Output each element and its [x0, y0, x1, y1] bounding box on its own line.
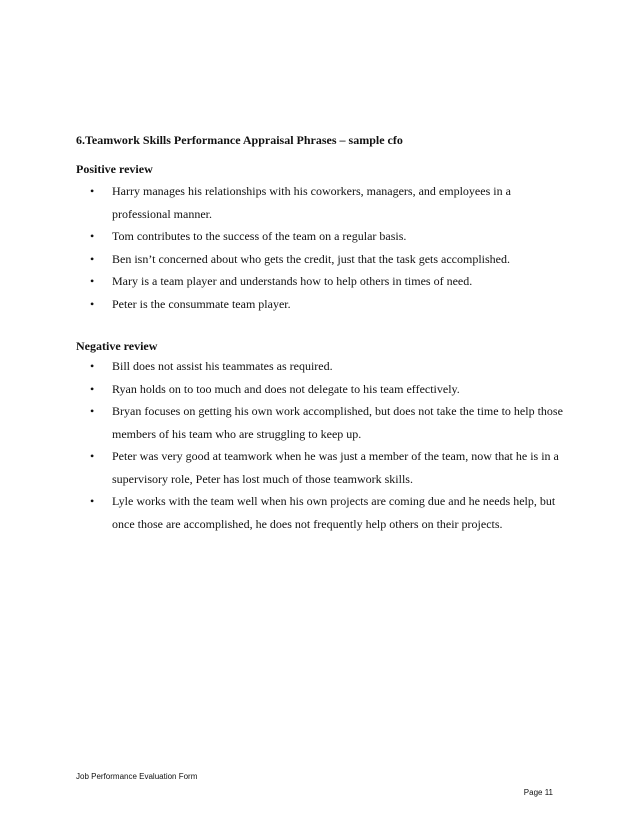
list-item: [76, 400, 566, 445]
list-item: [76, 445, 566, 490]
list-item-text: Bill does not assist his teammates as required.: [112, 359, 333, 373]
footer-form-name: Job Performance Evaluation Form: [76, 772, 198, 781]
negative-review-title: Negative review: [76, 339, 158, 353]
list-item-text: Ryan holds on to too much and does not delegate to his team effectively.: [112, 381, 460, 396]
list-item: [76, 180, 566, 225]
bullet-icon: •: [90, 251, 95, 266]
bullet-icon: •: [90, 449, 95, 463]
positive-review-list: [76, 180, 566, 315]
list-item-text: Harry manages his relationships with his coworkers, managers, and employees in a professional manner.: [112, 184, 511, 221]
negative-review-list: [76, 355, 566, 535]
list-item: [76, 248, 566, 271]
list-item-text: Peter was very good at teamwork when he was just a member of the team, now that he is in a supervisory role, Peter has lost much of those teamwork skills.: [112, 449, 559, 486]
bullet-icon: •: [90, 296, 95, 311]
list-item: [76, 355, 566, 378]
list-item: [76, 270, 566, 293]
list-item-text: Tom contributes to the success of the team on a regular basis.: [112, 229, 407, 243]
list-item-text: Bryan focuses on getting his own work accomplished, but does not take the time to help those members of his team who are struggling to keep up.: [112, 404, 563, 441]
bullet-icon: •: [90, 184, 95, 198]
page-heading: 6.Teamwork Skills Performance Appraisal Phrases – sample cfo: [76, 133, 403, 147]
bullet-icon: •: [90, 274, 95, 288]
list-item: [76, 378, 566, 401]
list-item: [76, 225, 566, 248]
list-item-text: Ben isn’t concerned about who gets the credit, just that the task gets accomplished.: [112, 251, 511, 266]
list-item-text: Peter is the consummate team player.: [112, 296, 291, 311]
list-item: [76, 293, 566, 316]
bullet-icon: •: [90, 381, 95, 396]
bullet-icon: •: [90, 404, 95, 418]
list-item-text: Mary is a team player and understands how to help others in times of need.: [112, 274, 473, 288]
bullet-icon: •: [90, 494, 95, 508]
footer-page-number: Page 11: [523, 788, 553, 797]
list-item: [76, 490, 566, 535]
list-item-text: Lyle works with the team well when his own projects are coming due and he needs help, but once those are accomplished, he does not frequently help others on their projects.: [112, 494, 556, 531]
positive-review-title: Positive review: [76, 162, 153, 176]
bullet-icon: •: [90, 359, 95, 373]
bullet-icon: •: [90, 229, 95, 243]
